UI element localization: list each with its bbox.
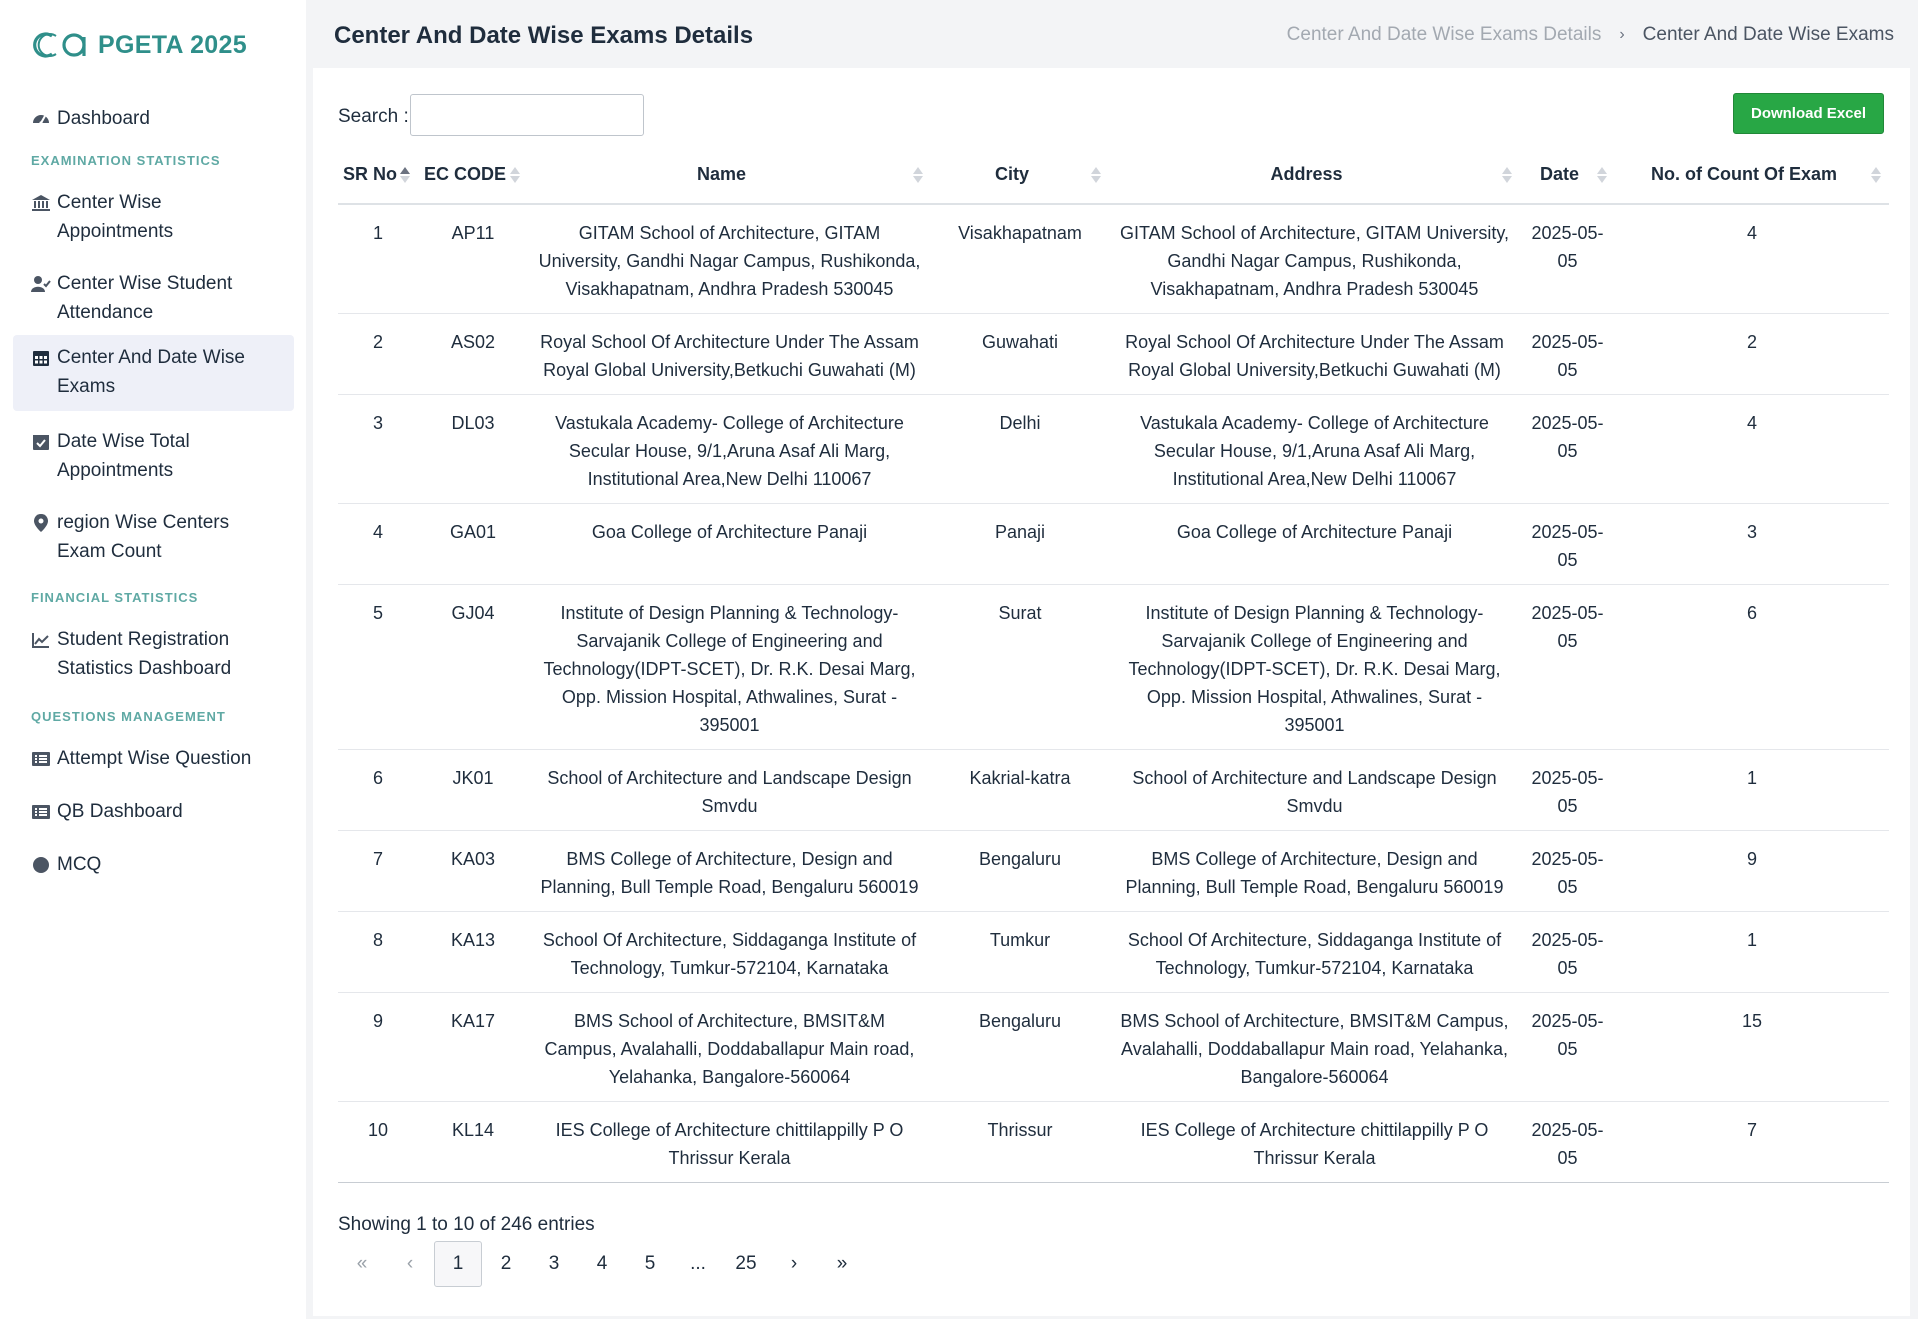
- ca-logo-icon: [30, 28, 88, 62]
- cell-date: 2025-05-05: [1520, 831, 1615, 912]
- cell-sr-no: 5: [338, 585, 418, 750]
- cell-count: 15: [1615, 993, 1889, 1102]
- download-excel-button[interactable]: Download Excel: [1733, 93, 1884, 134]
- cell-count: 6: [1615, 585, 1889, 750]
- sidebar-item-dashboard[interactable]: [13, 104, 294, 133]
- column-header-label: Date: [1539, 164, 1579, 184]
- column-header-label: EC CODE: [423, 164, 506, 184]
- column-header-city[interactable]: [931, 146, 1109, 204]
- cell-name: School Of Architecture, Siddaganga Institute of Technology, Tumkur-572104, Karnataka: [528, 912, 931, 993]
- table-row: [338, 750, 1889, 831]
- sidebar-item-label: MCQ: [57, 854, 102, 875]
- column-header-ec-code[interactable]: [418, 146, 528, 204]
- cell-date: 2025-05-05: [1520, 504, 1615, 585]
- search-label: Search :: [338, 106, 409, 127]
- cell-ec-code: JK01: [418, 750, 528, 831]
- section-examination-statistics: EXAMINATION STATISTICS: [31, 153, 221, 168]
- sidebar-item-label: Student Registration Statistics Dashboard: [57, 629, 232, 679]
- page-button-3[interactable]: 3: [548, 1253, 560, 1274]
- table-row: [338, 395, 1889, 504]
- sort-icon: [510, 167, 520, 183]
- cell-address: GITAM School of Architecture, GITAM University, Gandhi Nagar Campus, Rushikonda, Visakhapatnam, Andhra Pradesh 530045: [1109, 204, 1520, 314]
- app-title: PGETA 2025: [98, 30, 247, 59]
- page-last-button[interactable]: »: [836, 1253, 848, 1274]
- page-button-5[interactable]: 5: [644, 1253, 656, 1274]
- cell-city: Thrissur: [931, 1102, 1109, 1183]
- cell-sr-no: 1: [338, 204, 418, 314]
- cell-count: 9: [1615, 831, 1889, 912]
- cell-city: Guwahati: [931, 314, 1109, 395]
- cell-ec-code: GJ04: [418, 585, 528, 750]
- app-logo[interactable]: [30, 28, 247, 62]
- table-row: [338, 831, 1889, 912]
- cell-sr-no: 7: [338, 831, 418, 912]
- breadcrumb-item-parent[interactable]: Center And Date Wise Exams Details: [1286, 24, 1602, 45]
- cell-address: Institute of Design Planning & Technology- Sarvajanik College of Engineering and Technology(IDPT-SCET), Dr. R.K. Desai Marg, Opp. Mission Hospital, Athwalines, Surat - 395001: [1109, 585, 1520, 750]
- cell-date: 2025-05-05: [1520, 585, 1615, 750]
- cell-name: Royal School Of Architecture Under The Assam Royal Global University,Betkuchi Guwahati (M): [528, 314, 931, 395]
- help-circle-icon: [31, 850, 53, 879]
- sidebar-item-label: Dashboard: [57, 108, 150, 129]
- cell-sr-no: 8: [338, 912, 418, 993]
- sidebar-nav: [13, 96, 294, 916]
- cell-address: School Of Architecture, Siddaganga Institute of Technology, Tumkur-572104, Karnataka: [1109, 912, 1520, 993]
- sidebar-item-mcq[interactable]: [13, 850, 294, 879]
- list-icon: [31, 797, 53, 826]
- sidebar-item-qb-dashboard[interactable]: [13, 797, 294, 826]
- list-icon: [31, 744, 53, 773]
- column-header-label: No. of Count Of Exam: [1651, 164, 1837, 184]
- cell-ec-code: DL03: [418, 395, 528, 504]
- sidebar-item-label: Center And Date Wise Exams: [57, 347, 245, 397]
- cell-address: BMS School of Architecture, BMSIT&M Campus, Avalahalli, Doddaballapur Main road, Yelahanka, Bangalore-560064: [1109, 993, 1520, 1102]
- breadcrumb-separator-icon: ›: [1619, 26, 1625, 43]
- bank-icon: [31, 188, 53, 217]
- table-row: [338, 912, 1889, 993]
- column-header-name[interactable]: [528, 146, 931, 204]
- cell-name: IES College of Architecture chittilappilly P O Thrissur Kerala: [528, 1102, 931, 1183]
- table-row: [338, 585, 1889, 750]
- cell-count: 4: [1615, 204, 1889, 314]
- sidebar-item-label: region Wise Centers Exam Count: [57, 512, 230, 562]
- table-row: [338, 1102, 1889, 1183]
- sort-icon: [1502, 167, 1512, 183]
- sidebar-item-date-wise-total[interactable]: [13, 427, 294, 485]
- sort-icon: [1871, 167, 1881, 183]
- cell-date: 2025-05-05: [1520, 204, 1615, 314]
- user-check-icon: [31, 269, 53, 298]
- page-title: Center And Date Wise Exams Details: [334, 22, 754, 49]
- cell-ec-code: KA13: [418, 912, 528, 993]
- cell-count: 7: [1615, 1102, 1889, 1183]
- page-button-25[interactable]: 25: [735, 1253, 757, 1274]
- cell-count: 1: [1615, 912, 1889, 993]
- cell-name: BMS College of Architecture, Design and Planning, Bull Temple Road, Bengaluru 560019: [528, 831, 931, 912]
- calendar-icon: [31, 343, 53, 372]
- sidebar-item-label: Center Wise Appointments: [57, 192, 174, 242]
- cell-date: 2025-05-05: [1520, 395, 1615, 504]
- cell-sr-no: 4: [338, 504, 418, 585]
- cell-city: Tumkur: [931, 912, 1109, 993]
- table-row: [338, 314, 1889, 395]
- cell-sr-no: 10: [338, 1102, 418, 1183]
- cell-address: School of Architecture and Landscape Design Smvdu: [1109, 750, 1520, 831]
- cell-count: 2: [1615, 314, 1889, 395]
- cell-name: BMS School of Architecture, BMSIT&M Campus, Avalahalli, Doddaballapur Main road, Yelahanka, Bangalore-560064: [528, 993, 931, 1102]
- cell-city: Kakrial-katra: [931, 750, 1109, 831]
- cell-date: 2025-05-05: [1520, 912, 1615, 993]
- cell-ec-code: AP11: [418, 204, 528, 314]
- cell-sr-no: 9: [338, 993, 418, 1102]
- sidebar-item-label: Attempt Wise Question: [57, 748, 252, 769]
- cell-name: Vastukala Academy- College of Architecture Secular House, 9/1,Aruna Asaf Ali Marg, Institutional Area,New Delhi 110067: [528, 395, 931, 504]
- table-row: [338, 204, 1889, 314]
- pagination: [338, 1241, 866, 1287]
- cell-address: BMS College of Architecture, Design and Planning, Bull Temple Road, Bengaluru 560019: [1109, 831, 1520, 912]
- sidebar-item-student-registration[interactable]: [13, 625, 294, 683]
- sidebar-item-label: QB Dashboard: [57, 801, 183, 822]
- table-header-row: [338, 146, 1889, 204]
- entries-info: Showing 1 to 10 of 246 entries: [338, 1214, 595, 1235]
- column-header-date[interactable]: [1520, 146, 1615, 204]
- page-button-2[interactable]: 2: [500, 1253, 512, 1274]
- map-pin-icon: [31, 508, 53, 537]
- breadcrumb-item-current: Center And Date Wise Exams: [1642, 24, 1894, 45]
- sidebar-item-attempt-wise[interactable]: [13, 744, 294, 773]
- column-header-count[interactable]: [1615, 146, 1889, 204]
- sort-icon: [913, 167, 923, 183]
- cell-city: Bengaluru: [931, 993, 1109, 1102]
- column-header-label: Address: [1270, 164, 1343, 184]
- column-header-label: City: [994, 164, 1029, 184]
- table-row: [338, 504, 1889, 585]
- cell-city: Bengaluru: [931, 831, 1109, 912]
- section-financial-statistics: FINANCIAL STATISTICS: [31, 590, 199, 605]
- cell-count: 1: [1615, 750, 1889, 831]
- page-first-button[interactable]: «: [356, 1253, 368, 1274]
- section-questions-management: QUESTIONS MANAGEMENT: [31, 709, 226, 724]
- column-header-label: Name: [696, 164, 747, 184]
- sidebar: [0, 0, 306, 1319]
- cell-sr-no: 2: [338, 314, 418, 395]
- cell-name: GITAM School of Architecture, GITAM University, Gandhi Nagar Campus, Rushikonda, Visakhapatnam, Andhra Pradesh 530045: [528, 204, 931, 314]
- sidebar-item-center-wise-appointments[interactable]: [13, 188, 294, 246]
- sidebar-item-label: Center Wise Student Attendance: [57, 273, 233, 323]
- cell-city: Delhi: [931, 395, 1109, 504]
- breadcrumb: [1287, 24, 1894, 46]
- sidebar-item-center-wise-attendance[interactable]: [13, 269, 294, 327]
- cell-address: IES College of Architecture chittilappilly P O Thrissur Kerala: [1109, 1102, 1520, 1183]
- sort-icon: [400, 167, 410, 183]
- cell-name: School of Architecture and Landscape Design Smvdu: [528, 750, 931, 831]
- column-header-address[interactable]: [1109, 146, 1520, 204]
- cell-sr-no: 6: [338, 750, 418, 831]
- sort-icon: [1597, 167, 1607, 183]
- cell-ec-code: AS02: [418, 314, 528, 395]
- cell-name: Institute of Design Planning & Technology- Sarvajanik College of Engineering and Technology(IDPT-SCET), Dr. R.K. Desai Marg, Opp. Mission Hospital, Athwalines, Surat - 395001: [528, 585, 931, 750]
- content-card: [313, 68, 1910, 1316]
- cell-city: Panaji: [931, 504, 1109, 585]
- cell-date: 2025-05-05: [1520, 1102, 1615, 1183]
- column-header-label: SR No: [343, 164, 397, 184]
- cell-address: Royal School Of Architecture Under The Assam Royal Global University,Betkuchi Guwahati (M): [1109, 314, 1520, 395]
- cell-date: 2025-05-05: [1520, 314, 1615, 395]
- sort-icon: [1091, 167, 1101, 183]
- cell-city: Surat: [931, 585, 1109, 750]
- calendar-check-icon: [31, 427, 53, 456]
- speedometer-icon: [31, 104, 53, 133]
- sidebar-item-label: Date Wise Total Appointments: [57, 431, 190, 481]
- cell-name: Goa College of Architecture Panaji: [528, 504, 931, 585]
- page-button-1[interactable]: 1: [434, 1241, 482, 1287]
- page-ellipsis: ...: [690, 1253, 706, 1274]
- cell-date: 2025-05-05: [1520, 993, 1615, 1102]
- line-chart-icon: [31, 625, 53, 654]
- sidebar-item-region-wise[interactable]: [13, 508, 294, 566]
- exams-table: [338, 146, 1889, 1183]
- page-button-4[interactable]: 4: [596, 1253, 608, 1274]
- cell-count: 3: [1615, 504, 1889, 585]
- cell-ec-code: KA17: [418, 993, 528, 1102]
- page-next-button[interactable]: ›: [790, 1253, 798, 1274]
- cell-sr-no: 3: [338, 395, 418, 504]
- cell-address: Goa College of Architecture Panaji: [1109, 504, 1520, 585]
- cell-date: 2025-05-05: [1520, 750, 1615, 831]
- cell-ec-code: KA03: [418, 831, 528, 912]
- cell-ec-code: KL14: [418, 1102, 528, 1183]
- table-row: [338, 993, 1889, 1102]
- column-header-sr-no[interactable]: [338, 146, 418, 204]
- cell-city: Visakhapatnam: [931, 204, 1109, 314]
- cell-address: Vastukala Academy- College of Architecture Secular House, 9/1,Aruna Asaf Ali Marg, Institutional Area,New Delhi 110067: [1109, 395, 1520, 504]
- cell-count: 4: [1615, 395, 1889, 504]
- search-input[interactable]: [410, 94, 644, 136]
- sidebar-item-center-date-wise-exams[interactable]: [13, 335, 294, 411]
- cell-ec-code: GA01: [418, 504, 528, 585]
- page-prev-button[interactable]: ‹: [406, 1253, 414, 1274]
